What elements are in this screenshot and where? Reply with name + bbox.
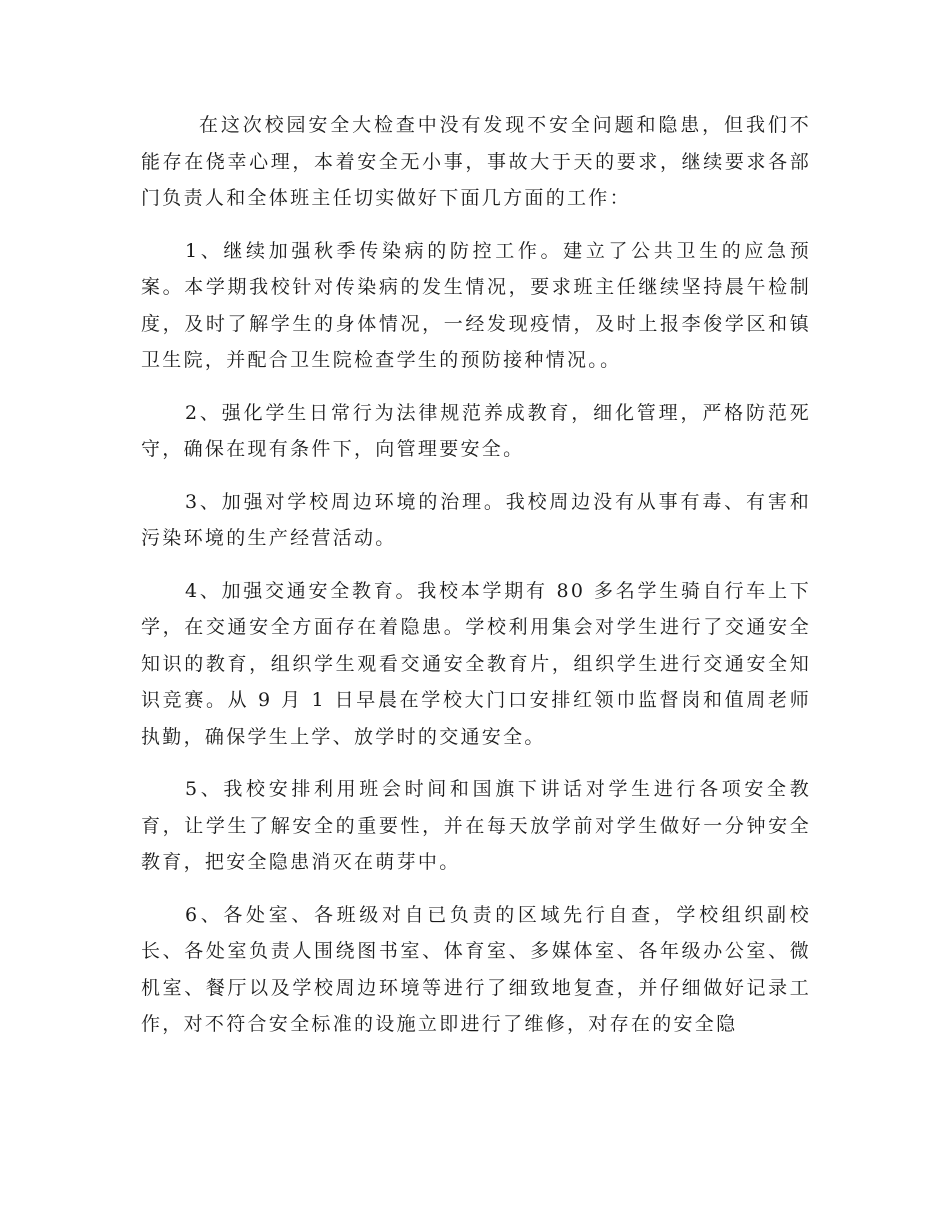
document-body: [141, 107, 811, 1059]
paragraph-item-5: 5、我校安排利用班会时间和国旗下讲话对学生进行各项安全教育，让学生了解安全的重要性，并在每天放学前对学生做好一分钟安全教育，把安全隐患消灭在萌芽中。: [141, 778, 811, 873]
paragraph-intro: 在这次校园安全大检查中没有发现不安全问题和隐患，但我们不能存在侥幸心理，本着安全无小事，事故大于天的要求，继续要求各部门负责人和全体班主任切实做好下面几方面的工作：: [141, 114, 811, 209]
paragraph-item-3: 3、加强对学校周边环境的治理。我校周边没有从事有毒、有害和污染环境的生产经营活动。: [141, 490, 811, 549]
paragraph-item-4: 4、加强交通安全教育。我校本学期有 80 多名学生骑自行车上下学，在交通安全方面存在着隐患。学校利用集会对学生进行了交通安全知识的教育，组织学生观看交通安全教育片，组织学生进行交通安全知识竞赛。从 9 月 1 日早晨在学校大门口安排红领巾监督岗和值周老师执勤，确保学生上学、放学时的交通安全。: [141, 579, 811, 748]
paragraph-item-6: 6、各处室、各班级对自已负责的区域先行自查，学校组织副校长、各处室负责人围绕图书室、体育室、多媒体室、各年级办公室、微机室、餐厅以及学校周边环境等进行了细致地复查，并仔细做好记录工作，对不符合安全标准的设施立即进行了维修，对存在的安全隐: [141, 903, 811, 1035]
paragraph-item-2: 2、强化学生日常行为法律规范养成教育，细化管理，严格防范死守，确保在现有条件下，向管理要安全。: [141, 401, 811, 460]
paragraph-item-1: 1、继续加强秋季传染病的防控工作。建立了公共卫生的应急预案。本学期我校针对传染病的发生情况，要求班主任继续坚持晨午检制度，及时了解学生的身体情况，一经发现疫情，及时上报李俊学区和镇卫生院，并配合卫生院检查学生的预防接种情况。。: [141, 239, 811, 371]
